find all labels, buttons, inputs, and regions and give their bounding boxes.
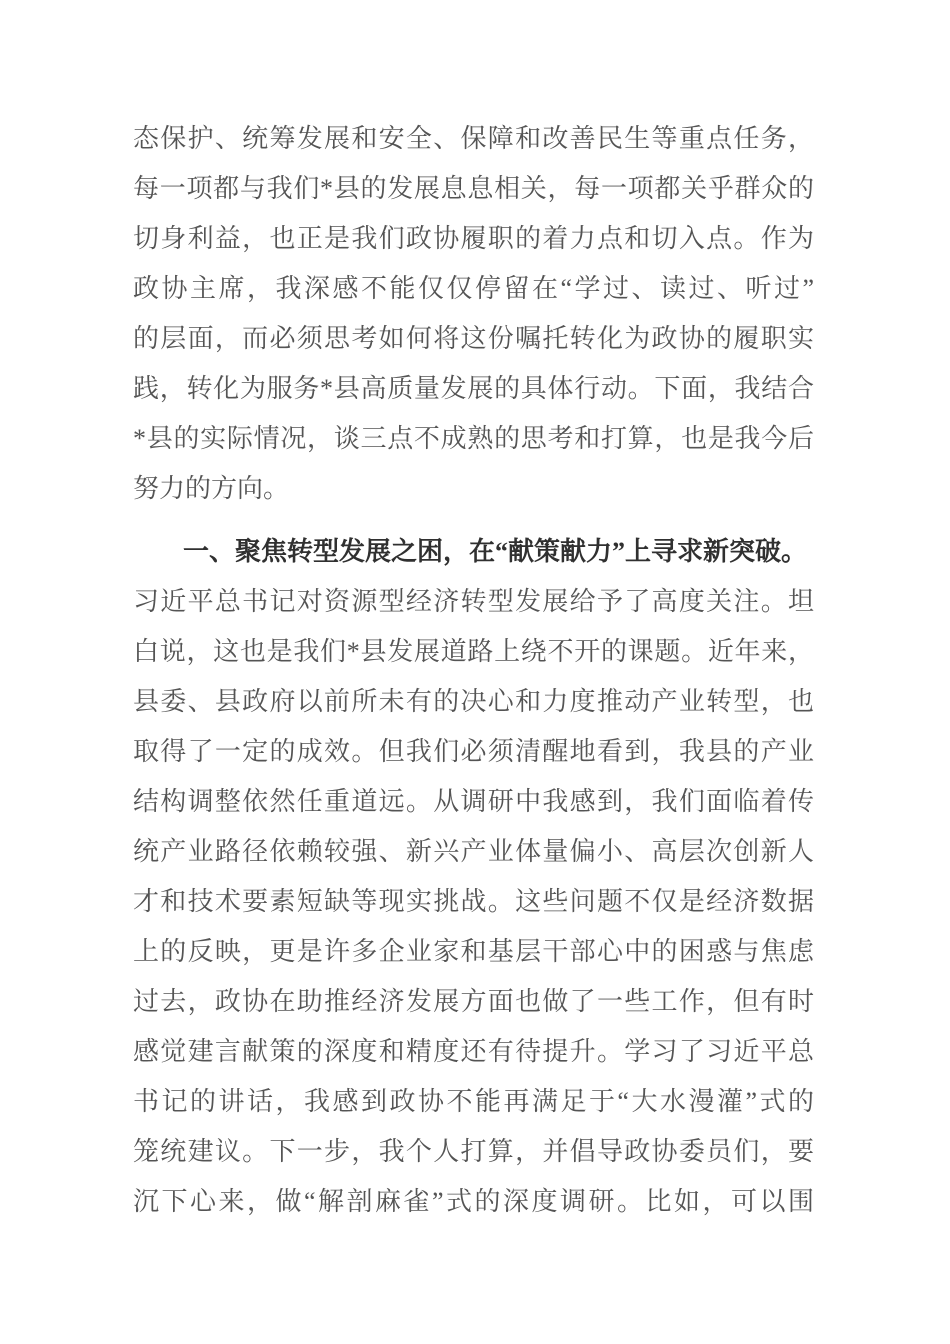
text-line: *县的实际情况，谈三点不成熟的思考和打算，也是我今后 — [133, 424, 814, 453]
text-line: 感觉建言献策的深度和精度还有待提升。学习了习近平总 — [133, 1037, 814, 1066]
text-line: 白说，这也是我们*县发展道路上绕不开的课题。近年来， — [133, 637, 814, 666]
section-heading: 一、聚焦转型发展之困，在“献策献力”上寻求新突破。 — [183, 537, 808, 566]
text-line: 书记的讲话，我感到政协不能再满足于“大水漫灌”式的 — [133, 1087, 814, 1116]
text-line: 取得了一定的成效。但我们必须清醒地看到，我县的产业 — [133, 737, 814, 766]
text-line: 习近平总书记对资源型经济转型发展给予了高度关注。坦 — [133, 587, 814, 616]
text-line: 每一项都与我们*县的发展息息相关，每一项都关乎群众的 — [133, 174, 814, 203]
text-line: 结构调整依然任重道远。从调研中我感到，我们面临着传 — [133, 787, 814, 816]
text-line: 上的反映，更是许多企业家和基层干部心中的困惑与焦虑 — [133, 937, 814, 966]
text-line: 切身利益，也正是我们政协履职的着力点和切入点。作为 — [133, 224, 814, 253]
text-line: 才和技术要素短缺等现实挑战。这些问题不仅是经济数据 — [133, 887, 814, 916]
text-line: 统产业路径依赖较强、新兴产业体量偏小、高层次创新人 — [133, 837, 814, 866]
text-line: 过去，政协在助推经济发展方面也做了一些工作，但有时 — [133, 987, 814, 1016]
text-line: 努力的方向。 — [133, 474, 290, 503]
text-line: 沉下心来，做“解剖麻雀”式的深度调研。比如，可以围 — [133, 1187, 814, 1216]
document-text-block — [133, 114, 814, 1227]
text-line: 的层面，而必须思考如何将这份嘱托转化为政协的履职实 — [133, 324, 814, 353]
text-line: 态保护、统筹发展和安全、保障和改善民生等重点任务， — [133, 124, 814, 153]
text-line: 笼统建议。下一步，我个人打算，并倡导政协委员们，要 — [133, 1137, 814, 1166]
text-line: 政协主席，我深感不能仅仅停留在“学过、读过、听过” — [133, 274, 814, 303]
text-line: 县委、县政府以前所未有的决心和力度推动产业转型，也 — [133, 687, 814, 716]
text-line: 践，转化为服务*县高质量发展的具体行动。下面，我结合 — [133, 374, 814, 403]
